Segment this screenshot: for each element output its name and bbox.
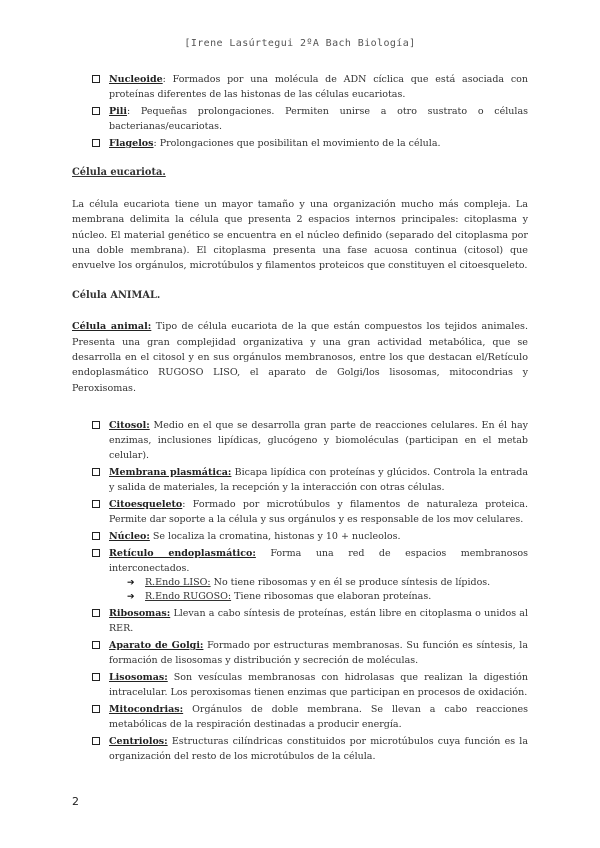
list-item (72, 670, 528, 700)
term: Centriolos: (109, 735, 168, 747)
organelle-list (72, 418, 528, 764)
arrow-right-icon: ➔ (127, 577, 135, 588)
definition: Se localiza la cromatina, histonas y 10 + nucleolos. (149, 530, 401, 542)
list-item (72, 136, 528, 151)
checkbox-icon[interactable] (92, 549, 100, 557)
term: Aparato de Golgi: (109, 639, 204, 651)
checkbox-icon[interactable] (92, 737, 100, 745)
term: R.Endo RUGOSO: (145, 590, 232, 602)
list-item (72, 546, 528, 604)
eukaryote-paragraph: La célula eucariota tiene un mayor tamaño y una organización mucho más compleja. La membrana delimita la célula que presenta 2 espacios internos principales: citoplasma y núcleo. El material genético se encuentra en el núcleo definido (separado del citoplasma por una doble membrana). El citoplasma presenta una fase acuosa continua (citosol) que envuelve los orgánulos, microtúbulos y filamentos proteicos que constituyen el citoesqueleto. (72, 199, 528, 272)
definition: Medio en el que se desarrolla gran parte de reacciones celulares. En él hay enzimas, inclusiones lipídicas, glucógeno y biomoléculas (participan en el metab celular). (109, 419, 528, 461)
checkbox-icon[interactable] (92, 107, 100, 115)
definition: Bicapa lipídica con proteínas y glúcidos. Controla la entrada y salida de materiales, la recepción y la interacción con otras células. (109, 466, 528, 493)
checkbox-icon[interactable] (92, 673, 100, 681)
checkbox-icon[interactable] (92, 532, 100, 540)
list-item (72, 418, 528, 463)
definition: Estructuras cilíndricas constituidos por microtúbulos cuya función es la organización del resto de los microtúbulos de la célula. (109, 735, 528, 762)
definition: Orgánulos de doble membrana. Se llevan a cabo reacciones metabólicas de la respiración destinadas a producir energía. (109, 703, 528, 730)
definition: : Pequeñas prolongaciones. Permiten unirse a otro sustrato o células bacterianas/eucariotas. (109, 106, 528, 132)
er-sublist (109, 576, 528, 604)
checkbox-icon[interactable] (92, 641, 100, 649)
checkbox-icon[interactable] (92, 421, 100, 429)
list-item (72, 497, 528, 527)
list-item (72, 606, 528, 636)
list-item (72, 465, 528, 495)
term: Célula animal: (72, 321, 152, 333)
term: R.Endo LISO: (145, 576, 211, 588)
arrow-right-icon: ➔ (127, 591, 135, 602)
definition: Tipo de célula eucariota de la que están compuestos los tejidos animales. Presenta una gran complejidad organizativa y una gran actividad metabólica, que se desarrolla en el citosol y en sus orgánulos membranosos, entre los que destacan el/Retículo endoplasmático RUGOSO LISO, el aparato de Golgi/los lisosomas, mitocondrias y Peroxisomas. (72, 321, 528, 394)
term: Ribosomas: (109, 607, 171, 619)
checkbox-icon[interactable] (92, 75, 100, 83)
sub-list-item (109, 576, 528, 590)
section-heading-eukaryote: Célula eucariota. (72, 167, 166, 178)
definition: Llevan a cabo síntesis de proteínas, están libre en citoplasma o unidos al RER. (109, 607, 528, 634)
checkbox-icon[interactable] (92, 500, 100, 508)
prokaryote-list (72, 72, 528, 151)
list-item (72, 529, 528, 544)
term: Citosol: (109, 419, 150, 431)
list-item (72, 104, 528, 134)
term: Nucleoide (109, 74, 163, 85)
term: Mitocondrias: (109, 703, 184, 715)
checkbox-icon[interactable] (92, 139, 100, 147)
term: Citoesqueleto (109, 498, 183, 510)
checkbox-icon[interactable] (92, 468, 100, 476)
definition: : Formados por una molécula de ADN cíclica que está asociada con proteínas diferentes de las histonas de las células eucariotas. (109, 74, 528, 100)
definition: No tiene ribosomas y en él se produce síntesis de lípidos. (210, 576, 491, 588)
list-item (72, 638, 528, 668)
list-item (72, 702, 528, 732)
term: Membrana plasmática: (109, 466, 232, 478)
checkbox-icon[interactable] (92, 705, 100, 713)
animal-paragraph (72, 319, 528, 395)
definition: Forma una red de espacios membranosos interconectados. (109, 547, 528, 574)
definition: : Prolongaciones que posibilitan el movimiento de la célula. (153, 138, 441, 149)
term: Lisosomas: (109, 671, 168, 683)
page-number: 2 (72, 795, 79, 808)
sub-list-item (109, 590, 528, 604)
list-item (72, 734, 528, 764)
definition: Son vesículas membranosas con hidrolasas que realizan la digestión intracelular. Los peroxisomas tienen enzimas que participan en procesos de oxidación. (109, 671, 528, 698)
definition: Tiene ribosomas que elaboran proteínas. (231, 590, 432, 602)
section-heading-animal: Célula ANIMAL. (72, 290, 161, 302)
document-body (72, 72, 528, 766)
definition: : Formado por microtúbulos y filamentos de naturaleza proteica. Permite dar soporte a la célula y sus orgánulos y es responsable de los mov celulares. (109, 498, 528, 525)
term: Núcleo: (109, 530, 150, 542)
term: Flagelos (109, 138, 154, 149)
definition: Formado por estructuras membranosas. Su función es síntesis, la formación de lisosomas y distribución y secreción de moléculas. (109, 639, 528, 666)
term: Pili (109, 106, 127, 117)
checkbox-icon[interactable] (92, 609, 100, 617)
list-item (72, 72, 528, 102)
page-header: [Irene Lasúrtegui 2ºA Bach Biología] (184, 38, 416, 49)
term: Retículo endoplasmático: (109, 547, 256, 559)
